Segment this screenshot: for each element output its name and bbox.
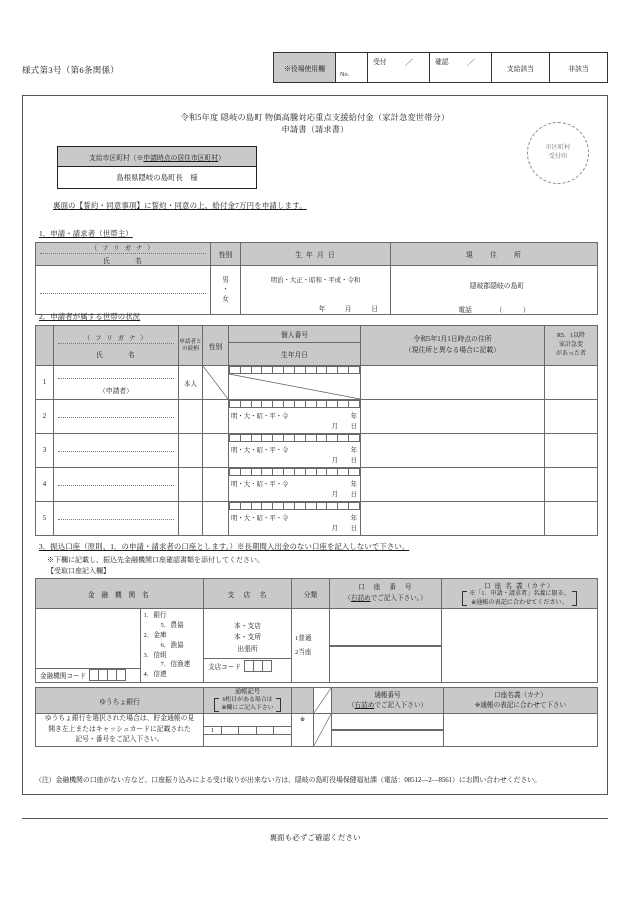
destination-value: 島根県隠岐の島町長 様	[116, 173, 198, 182]
mynumber-cell[interactable]	[262, 503, 273, 510]
branch-code-cell-box[interactable]	[244, 660, 253, 671]
account-kind-header: 分類	[292, 579, 330, 609]
mynumber-cell[interactable]	[273, 435, 284, 442]
section1-name-label: 氏 名	[103, 258, 143, 265]
top-header-bar	[22, 52, 608, 92]
bottom-divider	[22, 818, 608, 819]
row-mynumber-birth-cell[interactable]	[229, 434, 361, 468]
branch-option-honshiten[interactable]: 本・支店	[233, 622, 262, 630]
section1-sex-input[interactable]: 男 ・ 女	[211, 266, 241, 315]
row-era-options[interactable]: 明・大・昭・平・令	[231, 481, 289, 488]
yucho-number-cell-box[interactable]	[415, 730, 429, 731]
account-holder-bracket	[462, 590, 577, 606]
mynumber-cell[interactable]	[294, 469, 305, 476]
mynumber-cell[interactable]	[305, 401, 316, 408]
mynumber-cell[interactable]	[273, 367, 284, 374]
row-mynumber-birth-cell[interactable]	[229, 502, 361, 536]
account-number-l2-ul: 右詰め	[350, 594, 371, 602]
row-mynumber-birth-cell[interactable]	[229, 366, 361, 400]
bank-type-1[interactable]: 1．銀行	[143, 612, 167, 619]
branch-code-label: 支店コード	[208, 663, 241, 671]
yucho-diagonal-cell	[314, 714, 332, 747]
yucho-number-cell[interactable]	[332, 714, 444, 747]
yucho-number-line1: 通帳番号	[374, 691, 401, 699]
yucho-symbol-mark-header	[292, 688, 314, 714]
destination-box	[57, 146, 257, 189]
row-mynumber-boxes[interactable]	[229, 366, 360, 374]
mynumber-cell[interactable]	[284, 401, 295, 408]
mynumber-cell[interactable]	[349, 503, 360, 510]
branch-code-cell-box[interactable]	[262, 660, 271, 671]
mynumber-cell[interactable]	[273, 503, 284, 510]
office-use-reception[interactable]	[368, 53, 430, 83]
bank-type-2[interactable]: 2．金庫	[143, 631, 167, 639]
yucho-desc-line1: ゆうちょ銀行を選択された場合は、貯金通帳の見	[44, 715, 195, 723]
mynumber-cell[interactable]	[284, 435, 295, 442]
office-use-reception-slash: ／	[405, 58, 413, 67]
bank-code-cell-box[interactable]	[117, 670, 126, 681]
account-number-cell-box[interactable]	[378, 645, 394, 646]
mynumber-cell[interactable]	[240, 469, 251, 476]
branch-name-cell	[204, 609, 292, 683]
branch-option-honshisho[interactable]: 本・支所	[233, 634, 262, 642]
page-title	[35, 112, 595, 137]
form-number: 様式第3号（第6条関係）	[22, 65, 120, 75]
section2	[35, 311, 597, 536]
section1-address-value: 隠岐郡隠岐の島町	[469, 283, 525, 290]
row-year-label: 年	[350, 413, 357, 420]
mynumber-cell[interactable]	[251, 435, 262, 442]
bank-type-3[interactable]: 3．信組	[143, 651, 167, 659]
section1-sex-header: 性別	[211, 243, 241, 266]
yucho-symbol-line2: 6桁目がある場合は	[222, 697, 273, 704]
mynumber-cell[interactable]	[262, 435, 273, 442]
mynumber-cell[interactable]	[251, 367, 262, 374]
mynumber-cell[interactable]	[230, 469, 241, 476]
section2-change-line1: R5．1以降	[556, 333, 585, 340]
account-number-header	[330, 579, 442, 609]
yucho-desc-line3: 記号・番号をご記入下さい。	[75, 736, 164, 744]
mynumber-cell[interactable]	[316, 401, 327, 408]
mynumber-cell[interactable]	[327, 435, 338, 442]
section2-name-dotline	[58, 343, 174, 344]
section3	[35, 541, 597, 747]
section2-mynumber-header	[229, 326, 361, 366]
bank-type-options[interactable]	[140, 609, 204, 682]
bank-name-input[interactable]	[36, 609, 140, 668]
mynumber-cell[interactable]	[338, 469, 349, 476]
section1-birth-header: 生 年 月 日	[241, 243, 391, 266]
mynumber-cell[interactable]	[338, 401, 349, 408]
mynumber-cell[interactable]	[327, 367, 338, 374]
mynumber-cell[interactable]	[349, 401, 360, 408]
yucho-number-cell-box[interactable]	[360, 730, 374, 731]
table-row	[36, 502, 598, 536]
row-change-flag[interactable]	[545, 400, 598, 434]
section2-sex-header: 性別	[203, 326, 229, 366]
mynumber-cell[interactable]	[349, 435, 360, 442]
office-use-reception-label: 受付	[373, 59, 387, 66]
section3-note2: 【受取口座記入欄】	[47, 567, 110, 575]
row-change-flag[interactable]	[545, 502, 598, 536]
yucho-symbol-cell-box[interactable]	[221, 726, 238, 734]
mynumber-cell[interactable]	[251, 469, 262, 476]
row-sex-input[interactable]	[203, 502, 229, 536]
office-use-label: ※役場使用欄	[274, 53, 336, 83]
office-use-confirm-slash: ／	[467, 58, 475, 67]
yucho-symbol-mark-cell[interactable]: ※	[292, 714, 314, 747]
page-title-line2: 申請書（請求書）	[281, 125, 349, 135]
account-holder-line2: ※「1．申請・請求者」名義に限る。	[469, 591, 570, 598]
yucho-number-cell-box[interactable]	[401, 730, 415, 731]
row-relation-input[interactable]	[179, 468, 203, 502]
mynumber-cell[interactable]	[338, 435, 349, 442]
row-mynumber-boxes[interactable]	[229, 434, 360, 442]
mynumber-cell[interactable]	[273, 469, 284, 476]
section2-birth-label: 生年月日	[280, 352, 309, 359]
yucho-symbol-line1: 通帳記号	[234, 688, 261, 696]
mynumber-cell[interactable]	[262, 469, 273, 476]
mynumber-cell[interactable]	[251, 401, 262, 408]
row-number: 4	[36, 468, 54, 502]
pledge-statement: 裏面の【誓約・同意事項】に誓約・同意の上、給付金7万円を申請します。	[53, 201, 307, 210]
footnote: （注）金融機関の口座がない方など、口座振り込みによる受け取りが出来ない方は、隠岐の島町役場保健福祉課（電話：08512―2―8561）にお問い合わせください。	[35, 777, 541, 784]
row-name-input[interactable]	[54, 400, 179, 434]
row-birth-input[interactable]	[229, 442, 360, 467]
mynumber-cell[interactable]	[349, 367, 360, 374]
account-holder-line3: ※通帳の表記に合わせてください。	[471, 599, 568, 606]
table-row	[36, 434, 598, 468]
account-kind-cell[interactable]	[292, 609, 330, 683]
account-kind-futsu[interactable]: 1普通	[295, 635, 312, 643]
office-use-confirm[interactable]	[430, 53, 492, 83]
section1-name-header	[36, 243, 211, 266]
yucho-symbol-line3: ※欄にご記入下さい	[221, 705, 274, 712]
section2-name-label: 氏 名	[96, 351, 136, 359]
row-birth-diagonal	[229, 374, 360, 399]
bank-code-cell-box[interactable]	[99, 670, 108, 681]
yucho-symbol-bracket	[214, 697, 280, 713]
mynumber-cell[interactable]	[305, 469, 316, 476]
mynumber-cell[interactable]	[230, 503, 241, 510]
row-year-label: 年	[350, 481, 357, 488]
row-mynumber-boxes[interactable]	[229, 400, 360, 408]
row-month-label: 月	[331, 457, 338, 464]
row-era-options[interactable]: 明・大・昭・平・令	[231, 413, 289, 420]
row-sex-input[interactable]	[203, 366, 229, 400]
mynumber-cell[interactable]	[230, 367, 241, 374]
yucho-symbol-cell-box[interactable]	[239, 726, 256, 734]
destination-header-underline: 申請時点の居住市区町村	[143, 154, 219, 162]
mynumber-cell[interactable]	[262, 401, 273, 408]
account-number-l2-pre: （	[344, 594, 351, 602]
row-change-flag[interactable]	[545, 468, 598, 502]
row-day-label: 日	[350, 457, 357, 464]
section1-name-input[interactable]	[36, 266, 211, 315]
branch-code-cell-box[interactable]	[253, 660, 262, 671]
section2-heading: 2．申請者が属する世帯の状況	[39, 312, 141, 321]
section2-furigana-label: （ フ リ ガ ナ ）	[83, 334, 149, 342]
yucho-symbol-cell[interactable]	[204, 714, 292, 747]
section1-address-header: 現 住 所	[391, 243, 598, 266]
yucho-desc-line2: 開き左上またはキャッシュカードに記載された	[48, 725, 191, 733]
row-sex-input[interactable]	[203, 468, 229, 502]
row-relation-input[interactable]	[179, 400, 203, 434]
section2-table	[35, 325, 598, 536]
account-number-cell-box[interactable]	[393, 645, 409, 646]
yucho-description	[36, 714, 204, 747]
yucho-symbol-cell-box[interactable]	[256, 726, 273, 734]
account-number-l2-post: でご記入下さい。）	[370, 594, 427, 602]
mynumber-cell[interactable]	[284, 469, 295, 476]
section3-heading: 3．振込口座（原則、1．の申請・請求者の口座とします。）※長期間入出金のない口座を記入しないで下さい。	[39, 542, 410, 551]
mynumber-cell[interactable]	[305, 367, 316, 374]
branch-name-header: 支 店 名	[204, 579, 292, 609]
bank-name-cell	[36, 609, 204, 683]
destination-header-pre: 支給市区町村（※	[89, 154, 144, 162]
account-number-cell-box[interactable]	[346, 645, 362, 646]
row-number: 5	[36, 502, 54, 536]
mynumber-cell[interactable]	[240, 503, 251, 510]
yucho-number-l2-post: でご記入下さい）	[374, 701, 428, 709]
yucho-holder-cell[interactable]	[444, 714, 598, 747]
row-birth-input[interactable]	[229, 476, 360, 501]
yucho-number-cell-box[interactable]	[429, 730, 443, 731]
bank-code-cell-box[interactable]	[90, 670, 99, 681]
yucho-symbol-header	[204, 688, 292, 714]
row-era-options[interactable]: 明・大・昭・平・令	[231, 515, 289, 522]
row-number: 3	[36, 434, 54, 468]
yucho-holder-line2: ※通帳の表記に合わせて下さい	[474, 701, 567, 709]
row-relation-input[interactable]	[179, 434, 203, 468]
yucho-number-header	[332, 688, 444, 714]
section2-address-line2: （現住所と異なる場合に記載）	[404, 346, 501, 354]
bottom-notice: 裏面も必ずご確認ください	[269, 833, 361, 842]
section2-relation-header: 申請者との続柄	[179, 326, 203, 366]
bank-code-cell	[36, 668, 140, 682]
account-number-boxes[interactable]	[330, 645, 441, 647]
office-use-no-label: No.	[336, 53, 368, 83]
mynumber-cell[interactable]	[294, 435, 305, 442]
mynumber-cell[interactable]	[349, 469, 360, 476]
section1-furigana-label: （ フ リ ガ ナ ）	[90, 245, 156, 252]
yucho-number-l2-pre: （	[347, 701, 355, 709]
mynumber-cell[interactable]	[251, 503, 262, 510]
section2-name-header	[54, 326, 179, 366]
bank-code-cell-box[interactable]	[108, 670, 117, 681]
section1-tel-label: 電話	[458, 307, 472, 314]
row-month-label: 月	[331, 423, 338, 430]
bank-type-7[interactable]: 7．信漁連	[160, 661, 191, 669]
mynumber-cell[interactable]	[240, 401, 251, 408]
section2-mynumber-label: 個人番号	[229, 326, 360, 343]
yucho-number-cell-box[interactable]	[388, 730, 402, 731]
branch-options-cell[interactable]	[204, 619, 291, 659]
row-day-label: 日	[350, 525, 357, 532]
mynumber-cell[interactable]	[294, 367, 305, 374]
bank-account-table	[35, 578, 598, 683]
mynumber-cell[interactable]	[327, 503, 338, 510]
stamp-line1: 市区町村	[545, 144, 571, 152]
account-kind-toza[interactable]: 2当座	[295, 648, 312, 656]
row-day-label: 日	[350, 491, 357, 498]
section1-birth-input[interactable]	[241, 266, 391, 315]
mynumber-cell[interactable]	[240, 367, 251, 374]
row-sex-input[interactable]	[203, 400, 229, 434]
branch-code-cell	[204, 659, 291, 673]
office-use-confirm-label: 確認	[435, 59, 449, 66]
row-mynumber-birth-cell[interactable]	[229, 400, 361, 434]
mynumber-cell[interactable]	[316, 367, 327, 374]
row-mynumber-birth-cell[interactable]	[229, 468, 361, 502]
bank-code-label: 金融機関コード	[40, 673, 87, 681]
section2-change-line2: 家計急変	[558, 342, 583, 349]
mynumber-cell[interactable]	[230, 401, 241, 408]
yucho-holder-line1: 口座名義（カナ）	[494, 691, 547, 699]
destination-header	[58, 147, 256, 167]
mynumber-cell[interactable]	[316, 469, 327, 476]
yucho-number-cell-box[interactable]	[346, 730, 360, 731]
page-title-line1: 令和5年度 隠岐の島町 物価高騰対応重点支援給付金（家計急変世帯分）	[180, 113, 450, 122]
row-era-options[interactable]: 明・大・昭・平・令	[231, 447, 289, 454]
bank-code-boxes[interactable]	[89, 669, 126, 681]
mynumber-cell[interactable]	[284, 503, 295, 510]
row-name-input[interactable]	[54, 468, 179, 502]
mynumber-cell[interactable]	[262, 367, 273, 374]
account-holder-cell[interactable]	[442, 609, 598, 683]
row-address-input[interactable]	[361, 366, 545, 400]
section1-name-dotline	[40, 253, 206, 254]
mynumber-cell[interactable]	[327, 401, 338, 408]
row-relation-input[interactable]	[179, 502, 203, 536]
bank-type-5[interactable]: 5．農協	[160, 621, 184, 629]
municipal-receipt-stamp	[527, 122, 589, 184]
destination-header-post: ）	[218, 154, 225, 162]
table-row	[36, 468, 598, 502]
row-change-flag[interactable]	[545, 434, 598, 468]
row-birth-input[interactable]	[229, 510, 360, 535]
section1-address-input[interactable]	[391, 266, 598, 315]
yucho-number-boxes[interactable]	[332, 729, 443, 731]
yucho-holder-header	[444, 688, 598, 714]
bank-name-header: 金 融 機 関 名	[36, 579, 204, 609]
branch-option-list	[204, 619, 291, 659]
row-mynumber-boxes[interactable]	[229, 502, 360, 510]
mynumber-cell[interactable]	[294, 503, 305, 510]
bank-type-6[interactable]: 6．漁協	[160, 641, 184, 649]
row-name-input[interactable]	[54, 366, 179, 400]
row-address-input[interactable]	[361, 400, 545, 434]
account-number-cell-box[interactable]	[425, 645, 441, 646]
section3-note1: ※下欄に記載し、振込先金融機関口座確認書類を添付してください。	[47, 556, 264, 564]
row-month-label: 月	[331, 525, 338, 532]
table-row	[36, 400, 598, 434]
row-year-label: 年	[350, 447, 357, 454]
section1-heading: 1．申請・請求者（世帯主）	[39, 229, 133, 238]
branch-option-shucchojo[interactable]: 出張所	[237, 646, 258, 654]
main-form-frame	[22, 95, 608, 795]
yucho-diagonal-header	[314, 688, 332, 714]
bank-type-list	[141, 609, 205, 682]
account-number-cell[interactable]	[330, 609, 442, 683]
table-row	[36, 366, 598, 400]
yucho-bank-name: ゆうちょ銀行	[36, 688, 204, 714]
mynumber-cell[interactable]	[338, 367, 349, 374]
row-name-input[interactable]	[54, 434, 179, 468]
row-year-label: 年	[350, 515, 357, 522]
row-sex-input[interactable]	[203, 434, 229, 468]
office-use-table	[273, 52, 608, 83]
row-address-input[interactable]	[361, 468, 545, 502]
yucho-number-l2-ul: 右詰め	[354, 701, 375, 709]
account-kind-list	[292, 632, 329, 658]
row-name-input[interactable]	[54, 502, 179, 536]
account-number-line1: 口 座 番 号	[358, 584, 413, 592]
branch-code-boxes[interactable]	[244, 660, 272, 672]
section1	[35, 228, 597, 315]
mynumber-cell[interactable]	[305, 435, 316, 442]
account-holder-header	[442, 579, 598, 609]
section1-era-options: 明治・大正・昭和・平成・令和	[270, 276, 361, 284]
yucho-table	[35, 687, 598, 747]
section1-date-units: 年 月 日	[318, 305, 378, 313]
section2-rownum-header	[36, 326, 54, 366]
section2-change-header	[545, 326, 598, 366]
section1-tel-format: （ ）	[495, 307, 530, 314]
row-name-value: （申請者）	[99, 387, 133, 395]
row-month-label: 月	[331, 491, 338, 498]
mynumber-cell[interactable]	[294, 401, 305, 408]
row-change-flag[interactable]	[545, 366, 598, 400]
mynumber-cell[interactable]	[327, 469, 338, 476]
account-number-cell-box[interactable]	[409, 645, 425, 646]
section2-address-header	[361, 326, 545, 366]
bank-type-4[interactable]: 4．信連	[143, 671, 167, 679]
row-address-input[interactable]	[361, 502, 545, 536]
mynumber-cell[interactable]	[230, 435, 241, 442]
section2-address-line1: 令和5年1月1日時点の住所	[413, 336, 492, 344]
mynumber-cell[interactable]	[305, 503, 316, 510]
mynumber-cell[interactable]	[316, 435, 327, 442]
row-relation-input[interactable]: 本人	[179, 366, 203, 400]
row-birth-input[interactable]	[229, 408, 360, 433]
section1-table	[35, 242, 598, 315]
row-number: 1	[36, 366, 54, 400]
yucho-number-cell-box[interactable]	[332, 730, 346, 731]
yucho-symbol-boxes[interactable]	[204, 726, 291, 735]
mynumber-cell[interactable]	[316, 503, 327, 510]
account-number-cell-box[interactable]	[330, 645, 346, 646]
office-use-eligible[interactable]: 支給該当	[492, 53, 550, 83]
mynumber-cell[interactable]	[284, 367, 295, 374]
account-number-cell-box[interactable]	[362, 645, 378, 646]
row-address-input[interactable]	[361, 434, 545, 468]
row-day-label: 日	[350, 423, 357, 430]
stamp-line2: 受付印	[548, 153, 568, 160]
office-use-not-eligible[interactable]: 非該当	[550, 53, 608, 83]
mynumber-cell[interactable]	[273, 401, 284, 408]
section2-change-line3: があった者	[556, 350, 586, 357]
account-holder-line1: 口 座 名 義（カナ）	[484, 583, 555, 591]
row-mynumber-boxes[interactable]	[229, 468, 360, 476]
mynumber-cell[interactable]	[240, 435, 251, 442]
row-number: 2	[36, 400, 54, 434]
yucho-number-cell-box[interactable]	[374, 730, 388, 731]
yucho-symbol-cell-box[interactable]: 1	[204, 726, 221, 734]
mynumber-cell[interactable]	[338, 503, 349, 510]
yucho-symbol-cell-box[interactable]	[274, 726, 291, 734]
